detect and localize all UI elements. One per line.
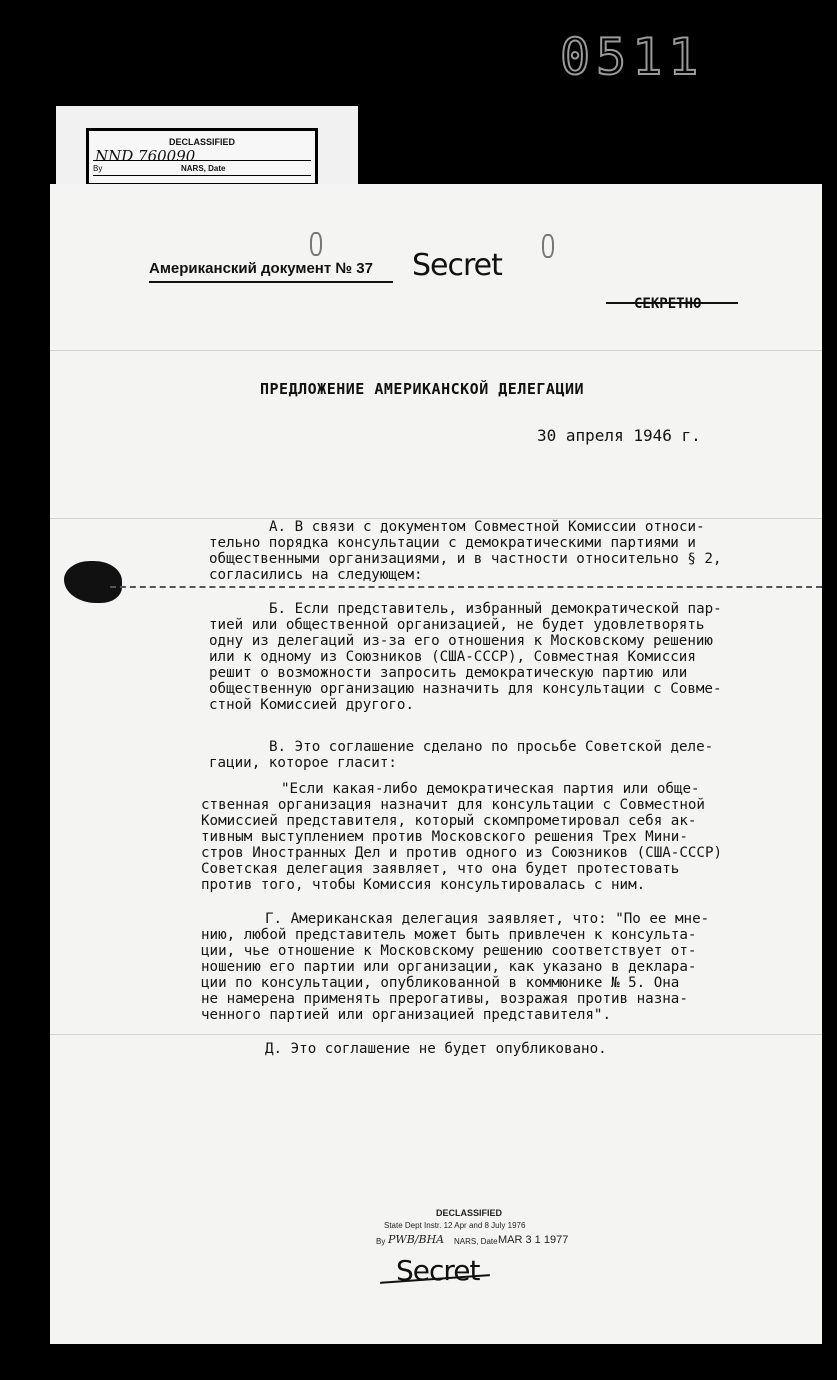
para-g-line: не намерена применять прерогативы, возражая против назна- [201,991,688,1007]
para-a-line: общественными организациями, и в частности относительно § 2, [209,551,722,567]
para-v-line: гации, которое гласит: [209,755,397,771]
para-g-line: нию, любой представитель может быть привлечен к консульта- [201,927,697,943]
document-page [50,184,822,1344]
quote-line: тивным выступлением против Московского решения Трех Мини- [201,829,688,845]
footer-secret-handwritten: Secret [396,1254,480,1287]
frame-number: 0511 [560,28,705,86]
para-v-line: В. Это соглашение сделано по просьбе Советской деле- [269,739,714,755]
para-g-line: ции, чье отношение к Московскому решению соответствует от- [201,943,697,959]
para-b-line: одну из делегаций из-за его отношения к Московскому решению [209,633,713,649]
para-b-line: общественную организацию назначить для консультации с Совме- [209,681,722,697]
quote-line: Комиссией представителя, который скомпрометировал себя ак- [201,813,697,829]
declassified-stamp-authority: State Dept Instr. 12 Apr and 8 July 1976 [384,1221,526,1230]
para-g-line: ции по консультации, опубликованной в коммюнике № 5. Она [201,975,680,991]
quote-line: против того, чтобы Комиссия консультировалась с ним. [201,877,646,893]
para-a-line: А. В связи с документом Совместной Комиссии относи- [269,519,705,535]
declassified-tag-by-label: By [93,164,103,173]
para-g-line: ченного партией или организацией представителя". [201,1007,611,1023]
declassified-tag-authority: NND 760090 [95,147,196,165]
para-b-line: стной Комиссией другого. [209,697,414,713]
quote-line: стров Иностранных Дел и против одного из Союзников (США-СССР) [201,845,723,861]
document-label-text: Американский документ № 37 [149,260,373,277]
ink-blot [64,561,122,603]
document-date: 30 апреля 1946 г. [537,426,701,445]
quote-line: Советская делегация заявляет, что она будет протестовать [201,861,680,877]
quote-line: "Если какая-либо демократическая партия или обще- [281,781,700,797]
declassified-stamp-nars-label: NARS, Date [454,1237,498,1246]
para-g-line: ношению его партии или организации, как указано в деклара- [201,959,697,975]
punch-hole [542,234,554,258]
declassified-stamp-by-value: PWB/BHA [388,1233,445,1246]
para-d-line: Д. Это соглашение не будет опубликовано. [265,1041,607,1057]
document-label [149,260,373,277]
quote-line: ственная организация назначит для консультации с Совместной [201,797,705,813]
para-a-line: тельно порядка консультации с демократическими партиями и [209,535,696,551]
document-title: ПРЕДЛОЖЕНИЕ АМЕРИКАНСКОЙ ДЕЛЕГАЦИИ [260,380,585,398]
para-b-line: тией или общественной организацией, не будет удовлетворять [209,617,705,633]
declassified-tag-nars-label: NARS, Date [181,164,226,173]
para-a-line: согласились на следующем: [209,567,423,583]
declassified-tag-box [86,128,318,186]
secret-handwritten: Secret [412,248,502,283]
para-b-line: Б. Если представитель, избранный демократической пар- [269,601,722,617]
para-b-line: или к одному из Союзников (США-СССР), Совместная Комиссия [209,649,696,665]
para-b-line: решит о возможности запросить демократическую партию или [209,665,688,681]
declassified-tag-title: DECLASSIFIED [168,137,235,147]
declassified-stamp-title: DECLASSIFIED [436,1208,503,1218]
declassified-stamp-by-label: By [376,1237,386,1246]
declassified-stamp-date: MAR 3 1 1977 [498,1234,569,1246]
scan-artifact-line [110,586,822,588]
secret-russian: СЕКРЕТНО [634,296,702,312]
para-g-line: Г. Американская делегация заявляет, что: "По ее мне- [265,911,710,927]
punch-hole [310,232,322,256]
